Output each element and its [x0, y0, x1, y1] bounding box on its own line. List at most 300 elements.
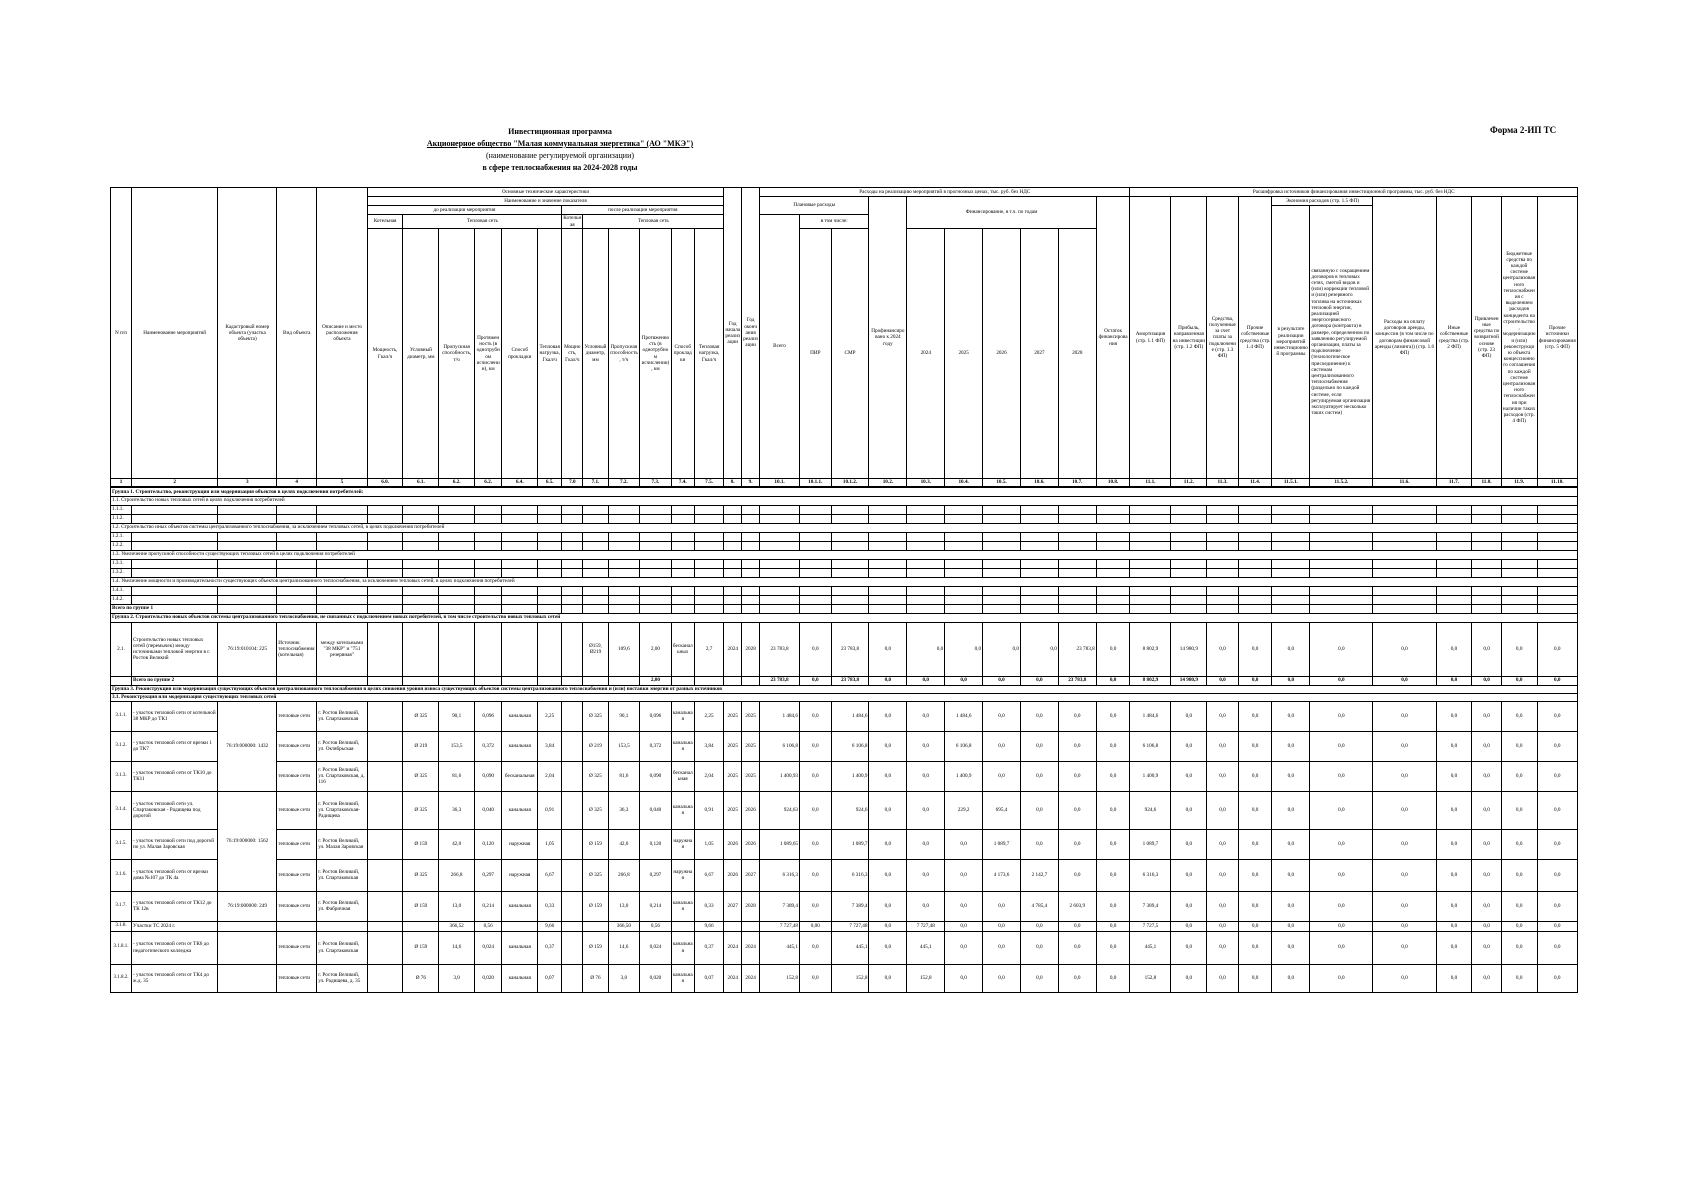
- row-load: 0,33: [538, 891, 562, 921]
- col-header-other-src: Прочие источники финансирования (стр. 5 ФП): [1537, 197, 1577, 479]
- empty-cell: [1310, 541, 1373, 550]
- col-header-rent: Расходы на оплату договоров аренды, концессии (в том числе по договорам финансовой аренды (лизинга)) (стр. 1.6 ФП): [1373, 197, 1436, 479]
- row-2025: 6 106,8: [945, 731, 983, 761]
- row-kind: Источник теплоснабжения (котельная): [277, 622, 317, 676]
- empty-cell: [760, 505, 800, 514]
- row-profit: 14 980,9: [1171, 622, 1207, 676]
- empty-cell: [538, 595, 562, 604]
- column-number: 2: [132, 479, 218, 488]
- empty-cell: [983, 568, 1021, 577]
- row-other-own: 0,0: [1238, 676, 1272, 685]
- col-header-pir: ПИР: [800, 229, 832, 479]
- empty-cell: [724, 514, 742, 523]
- empty-cell: [132, 559, 218, 568]
- table-row: [111, 921, 1578, 931]
- investment-table: [110, 187, 1578, 993]
- empty-cell: [1058, 532, 1096, 541]
- empty-cell: [800, 586, 832, 595]
- row-2027: 0,0: [1020, 761, 1058, 791]
- row-load-after: 0,07: [694, 964, 723, 992]
- row-power: [367, 921, 403, 931]
- empty-cell: [1130, 586, 1171, 595]
- empty-cell: [1020, 595, 1058, 604]
- row-smr: 1 400,9: [831, 761, 869, 791]
- row-financed: 0,0: [869, 701, 907, 731]
- empty-cell: [1130, 568, 1171, 577]
- empty-cell: [277, 514, 317, 523]
- empty-cell: [1436, 532, 1472, 541]
- row-other-own2: 0,0: [1436, 859, 1472, 891]
- empty-cell: [1171, 586, 1207, 595]
- empty-cell: [1373, 532, 1436, 541]
- empty-cell: [640, 568, 672, 577]
- row-diameter-after: [583, 921, 608, 931]
- row-diameter-after: Ø 219: [583, 731, 608, 761]
- row-power-after: [562, 921, 583, 931]
- column-number: 3: [218, 479, 277, 488]
- column-number: 4: [277, 479, 317, 488]
- row-name: Участки ТС 2024 г.: [132, 921, 218, 931]
- column-number: 6.5.: [538, 479, 562, 488]
- row-year-end: 2025: [742, 761, 760, 791]
- row-remainder: 0,0: [1096, 931, 1130, 964]
- col-header-2028: 2028: [1058, 229, 1096, 479]
- column-number: 10.6.: [1020, 479, 1058, 488]
- table-row: [111, 622, 1578, 676]
- row-2027: 0,0: [1020, 829, 1058, 859]
- empty-cell: [907, 595, 945, 604]
- empty-cell: [983, 559, 1021, 568]
- row-other-own: 0,0: [1238, 731, 1272, 761]
- empty-cell: [1436, 505, 1472, 514]
- group3-section-3-1: 3.1. Реконструкция или модернизация существующих тепловых сетей: [111, 693, 1578, 701]
- row-other-src: 0,0: [1537, 622, 1577, 676]
- row-budget: 0,0: [1501, 859, 1537, 891]
- col-header-profit: Прибыль, направленная на инвестиции (стр. 1.2 ФП): [1171, 197, 1207, 479]
- empty-cell: [760, 532, 800, 541]
- empty-cell: [1373, 586, 1436, 595]
- row-diameter: Ø 159: [403, 829, 439, 859]
- empty-cell: [1310, 559, 1373, 568]
- row-2028: 0,0: [1058, 791, 1096, 829]
- row-number: 3.1.8.: [111, 921, 132, 931]
- empty-cell: [583, 541, 608, 550]
- col-header-borrowed: Привлеченные средства по возвратной основе (стр. 23 ФП): [1472, 197, 1501, 479]
- empty-cell: [562, 559, 583, 568]
- empty-cell: [1272, 595, 1310, 604]
- empty-cell: [475, 505, 502, 514]
- row-profit: 0,0: [1171, 859, 1207, 891]
- empty-cell: [1130, 595, 1171, 604]
- row-year-end: [742, 921, 760, 931]
- empty-cell: [869, 604, 907, 613]
- row-rent: 0,0: [1373, 931, 1436, 964]
- row-method: канальная: [502, 931, 538, 964]
- row-2028: 0,0: [1058, 829, 1096, 859]
- col-header-n: N п/п: [111, 188, 132, 479]
- empty-cell: [439, 514, 475, 523]
- empty-cell: [1436, 568, 1472, 577]
- row-location: г. Ростов Великий, ул. Радищева, д. 35: [317, 964, 368, 992]
- empty-cell: [907, 586, 945, 595]
- row-load: 9,66: [538, 921, 562, 931]
- row-kind: тепловые сети: [277, 731, 317, 761]
- empty-cell: [1373, 595, 1436, 604]
- row-borrowed: 0,0: [1472, 676, 1501, 685]
- empty-cell: [1272, 604, 1310, 613]
- row-econ-measures: 0,0: [1272, 891, 1310, 921]
- row-throughput: 36,3: [439, 791, 475, 829]
- empty-cell: [1207, 586, 1239, 595]
- row-method: [502, 921, 538, 931]
- empty-cell: [1130, 559, 1171, 568]
- column-number: 10.8.: [1096, 479, 1130, 488]
- row-connection-fee: 0,0: [1207, 761, 1239, 791]
- row-2024: 0,0: [907, 701, 945, 731]
- row-name: Строительство новых тепловых сетей (перемычек) между источниками тепловой энергии в г. Ростов Великий: [132, 622, 218, 676]
- empty-cell: [945, 514, 983, 523]
- empty-cell: [800, 532, 832, 541]
- empty-cell: [1207, 541, 1239, 550]
- col-header-name: Наименование мероприятий: [132, 188, 218, 479]
- row-other-own: 0,0: [1238, 761, 1272, 791]
- empty-cell: [907, 505, 945, 514]
- row-number: 1.3.2.: [111, 568, 132, 577]
- row-profit: 0,0: [1171, 964, 1207, 992]
- row-2026: 0,0: [983, 921, 1021, 931]
- row-throughput: 14,6: [439, 931, 475, 964]
- row-rent: 0,0: [1373, 829, 1436, 859]
- row-number: 1.4.1.: [111, 586, 132, 595]
- table-row: [111, 761, 1578, 791]
- row-load-after: 0,91: [694, 791, 723, 829]
- empty-cell: [1207, 568, 1239, 577]
- row-pir: 0,0: [800, 676, 832, 685]
- row-borrowed: 0,0: [1472, 921, 1501, 931]
- row-power-after: [562, 931, 583, 964]
- row-name: - участок тепловой сети от ТК12 до ТК 12в: [132, 891, 218, 921]
- empty-cell: [671, 586, 694, 595]
- row-throughput-after: 13,0: [608, 891, 640, 921]
- row-name: - участок тепловой сети от врезки дома №107 до ТК 4а: [132, 859, 218, 891]
- empty-cell: [475, 532, 502, 541]
- row-econ-contract: 0,0: [1310, 829, 1373, 859]
- row-2025: 0,0: [945, 859, 983, 891]
- empty-cell: [538, 559, 562, 568]
- empty-cell: [132, 586, 218, 595]
- col-header-heat-load: Тепловая нагрузка, Гкал/ч: [538, 229, 562, 479]
- row-method: бесканальная: [502, 761, 538, 791]
- row-year-end: 2028: [742, 891, 760, 921]
- row-name: - участок тепловой сети под дорогой по ул. Малая Заровская: [132, 829, 218, 859]
- empty-cell: [1058, 595, 1096, 604]
- col-header-connection-fee: Средства, полученные за счет платы за подключение (стр. 1.3 ФП): [1207, 197, 1239, 479]
- empty-cell: [1272, 532, 1310, 541]
- row-amortization: 924,6: [1130, 791, 1171, 829]
- row-location: г. Ростов Великий, ул. Спартаковская-Радищева: [317, 791, 368, 829]
- row-length-after: 2,00: [640, 622, 672, 676]
- row-diameter-after: Ø 159: [583, 829, 608, 859]
- row-throughput: 42,0: [439, 829, 475, 859]
- empty-cell: [367, 586, 403, 595]
- row-kind: тепловые сети: [277, 859, 317, 891]
- col-header-indicator: Наименование и значение показателя: [367, 197, 724, 206]
- empty-cell: [403, 505, 439, 514]
- row-length: 0,56: [475, 921, 502, 931]
- empty-cell: [1272, 541, 1310, 550]
- column-number: 11.10.: [1537, 479, 1577, 488]
- column-number: 11.3.: [1207, 479, 1239, 488]
- empty-cell: [1171, 505, 1207, 514]
- row-financed: 0,0: [869, 622, 907, 676]
- row-amortization: 1 400,9: [1130, 761, 1171, 791]
- row-diameter-after: Ø 159: [583, 931, 608, 964]
- table-row: [111, 568, 1578, 577]
- empty-cell: [869, 568, 907, 577]
- row-total: 1 484,6: [760, 701, 800, 731]
- empty-cell: [317, 541, 368, 550]
- row-number: 2.1.: [111, 622, 132, 676]
- row-econ-measures: 0,0: [1272, 829, 1310, 859]
- col-header-method-after: Способ прокладки: [671, 229, 694, 479]
- row-2026: 0,0: [983, 731, 1021, 761]
- empty-cell: [800, 514, 832, 523]
- row-budget: 0,0: [1501, 964, 1537, 992]
- row-other-own2: 0,0: [1436, 731, 1472, 761]
- row-econ-measures: 0,0: [1272, 701, 1310, 731]
- empty-cell: [1130, 604, 1171, 613]
- empty-cell: [608, 559, 640, 568]
- row-total: 6 316,3: [760, 859, 800, 891]
- row-number: 3.1.5.: [111, 829, 132, 859]
- empty-cell: [640, 514, 672, 523]
- empty-cell: [1096, 559, 1130, 568]
- row-financed: 0,0: [869, 731, 907, 761]
- empty-cell: [439, 559, 475, 568]
- row-econ-measures: 0,0: [1272, 761, 1310, 791]
- col-header-2027: 2027: [1020, 229, 1058, 479]
- row-throughput: 366,52: [439, 921, 475, 931]
- row-year-start: 2025: [724, 791, 742, 829]
- column-number: 6.2.: [475, 479, 502, 488]
- row-connection-fee: 0,0: [1207, 964, 1239, 992]
- row-smr: 1 089,7: [831, 829, 869, 859]
- col-header-planned: Плановые расходы: [760, 197, 869, 215]
- row-power: [367, 931, 403, 964]
- empty-cell: [403, 559, 439, 568]
- row-2024: 152,8: [907, 964, 945, 992]
- empty-cell: [403, 604, 439, 613]
- col-header-2025: 2025: [945, 229, 983, 479]
- empty-cell: [538, 568, 562, 577]
- row-method: канальная: [502, 701, 538, 731]
- empty-cell: [1501, 541, 1537, 550]
- empty-cell: [1436, 595, 1472, 604]
- row-kind: [277, 921, 317, 931]
- row-borrowed: 0,0: [1472, 791, 1501, 829]
- row-length-after: 0,096: [640, 701, 672, 731]
- row-profit: 0,0: [1171, 891, 1207, 921]
- row-2025: 0,0: [945, 921, 983, 931]
- column-number: 11.5.2.: [1310, 479, 1373, 488]
- row-2026: 695,4: [983, 791, 1021, 829]
- empty-cell: [640, 532, 672, 541]
- row-length-after: 0,297: [640, 859, 672, 891]
- empty-cell: [277, 532, 317, 541]
- empty-cell: [742, 604, 760, 613]
- column-number: 7.0: [562, 479, 583, 488]
- empty-cell: [760, 559, 800, 568]
- row-power: [367, 731, 403, 761]
- empty-cell: [742, 559, 760, 568]
- row-location: г. Ростов Великий, ул. Малая Заровская: [317, 829, 368, 859]
- row-econ-measures: 0,0: [1272, 931, 1310, 964]
- row-connection-fee: 0,0: [1207, 921, 1239, 931]
- col-header-before: до реализации мероприятия: [367, 206, 562, 215]
- column-number: 11.9.: [1501, 479, 1537, 488]
- empty-cell: [367, 541, 403, 550]
- empty-cell: [538, 586, 562, 595]
- empty-cell: [1130, 541, 1171, 550]
- empty-cell: [907, 604, 945, 613]
- empty-cell: [983, 586, 1021, 595]
- empty-cell: [800, 541, 832, 550]
- empty-cell: [1472, 604, 1501, 613]
- empty-cell: [945, 505, 983, 514]
- column-number: 10.1.: [760, 479, 800, 488]
- row-number: 3.1.4.: [111, 791, 132, 829]
- row-throughput: 13,0: [439, 891, 475, 921]
- empty-cell: [671, 604, 694, 613]
- empty-cell: [1096, 586, 1130, 595]
- column-number: 10.2.: [869, 479, 907, 488]
- empty-cell: [800, 604, 832, 613]
- empty-cell: [983, 532, 1021, 541]
- row-year-start: 2025: [724, 731, 742, 761]
- empty-cell: [694, 586, 723, 595]
- row-borrowed: 0,0: [1472, 891, 1501, 921]
- row-location: г. Ростов Великий, ул. Спартаковская: [317, 859, 368, 891]
- row-method: наружная: [502, 859, 538, 891]
- row-amortization: 7 389,4: [1130, 891, 1171, 921]
- row-smr: 1 484,6: [831, 701, 869, 731]
- empty-cell: [760, 595, 800, 604]
- row-location: г. Ростов Великий, ул. Спартаковская: [317, 931, 368, 964]
- row-2027: 0,0: [1020, 622, 1058, 676]
- empty-cell: [583, 568, 608, 577]
- empty-cell: [831, 532, 869, 541]
- row-power-after: [562, 761, 583, 791]
- row-financed: 0,0: [869, 921, 907, 931]
- empty-cell: [1310, 532, 1373, 541]
- row-length: 0,297: [475, 859, 502, 891]
- row-econ-contract: 0,0: [1310, 791, 1373, 829]
- empty-cell: [1436, 604, 1472, 613]
- row-power: [367, 791, 403, 829]
- row-cadastre: 76:19:000000: 249: [218, 891, 277, 921]
- table-row: [111, 731, 1578, 761]
- empty-cell: [502, 559, 538, 568]
- row-name: - участок тепловой сети от ТК6 до педагогического колледжа: [132, 931, 218, 964]
- row-number: 1.4.2.: [111, 595, 132, 604]
- row-budget: 0,0: [1501, 891, 1537, 921]
- row-load-after: 2,04: [694, 761, 723, 791]
- empty-cell: [538, 604, 562, 613]
- row-method-after: бесканальная: [671, 761, 694, 791]
- row-profit: 0,0: [1171, 921, 1207, 931]
- row-length-after: 0,56: [640, 921, 672, 931]
- row-2026: 0,0: [983, 931, 1021, 964]
- row-number: 1.3.1.: [111, 559, 132, 568]
- row-other-own2: 0,0: [1436, 891, 1472, 921]
- col-header-cadastre: Кадастровый номер объекта (участка объекта): [218, 188, 277, 479]
- row-length-after: 0,024: [640, 931, 672, 964]
- column-number: 10.1.2.: [831, 479, 869, 488]
- row-cadastre: [218, 931, 277, 964]
- empty-cell: [475, 604, 502, 613]
- col-header-heat-net: Тепловая сеть: [403, 215, 562, 229]
- empty-cell: [1238, 595, 1272, 604]
- organization-caption: (наименование регулируемой организации): [485, 151, 635, 160]
- row-name: - участок тепловой сети от ТК4 до ж.д. 35: [132, 964, 218, 992]
- empty-cell: [1373, 559, 1436, 568]
- row-number: 1.2.2.: [111, 541, 132, 550]
- row-year-end: 2025: [742, 701, 760, 731]
- empty-cell: [742, 541, 760, 550]
- empty-cell: [1238, 604, 1272, 613]
- group1-section-1-3: 1.3. Увеличение пропускной способности существующих тепловых сетей в целях подключения потребителей: [111, 550, 1578, 559]
- table-row: [111, 891, 1578, 921]
- row-power: [367, 701, 403, 731]
- row-other-own: 0,0: [1238, 791, 1272, 829]
- row-throughput: 153,5: [439, 731, 475, 761]
- row-smr: 152,8: [831, 964, 869, 992]
- empty-cell: [907, 514, 945, 523]
- empty-cell: [800, 568, 832, 577]
- empty-cell: [945, 541, 983, 550]
- row-throughput-after: 42,0: [608, 829, 640, 859]
- empty-cell: [907, 541, 945, 550]
- empty-cell: [760, 568, 800, 577]
- row-budget: 0,0: [1501, 622, 1537, 676]
- row-financed: 0,0: [869, 829, 907, 859]
- empty-cell: [1171, 595, 1207, 604]
- col-header-other-own: Прочие собственные средства (стр. 1.4 ФП): [1238, 197, 1272, 479]
- row-other-own: 0,0: [1238, 891, 1272, 921]
- empty-cell: [218, 559, 277, 568]
- empty-cell: [132, 514, 218, 523]
- empty-cell: [1310, 568, 1373, 577]
- empty-cell: [1058, 559, 1096, 568]
- col-header-throughput: Пропускная способность, т/ч: [439, 229, 475, 479]
- empty-cell: [671, 568, 694, 577]
- row-2024: 7 727,48: [907, 921, 945, 931]
- row-2028: 2 603,9: [1058, 891, 1096, 921]
- empty-cell: [742, 505, 760, 514]
- empty-cell: [724, 505, 742, 514]
- empty-cell: [1272, 505, 1310, 514]
- row-rent: 0,0: [1373, 731, 1436, 761]
- row-2027: 0,0: [1020, 791, 1058, 829]
- empty-cell: [983, 505, 1021, 514]
- row-method-after: канальная: [671, 701, 694, 731]
- row-kind: тепловые сети: [277, 931, 317, 964]
- row-other-own: 0,0: [1238, 964, 1272, 992]
- empty-cell: [1238, 514, 1272, 523]
- column-number: 6.4.: [502, 479, 538, 488]
- row-throughput-after: 14,6: [608, 931, 640, 964]
- empty-cell: [1020, 604, 1058, 613]
